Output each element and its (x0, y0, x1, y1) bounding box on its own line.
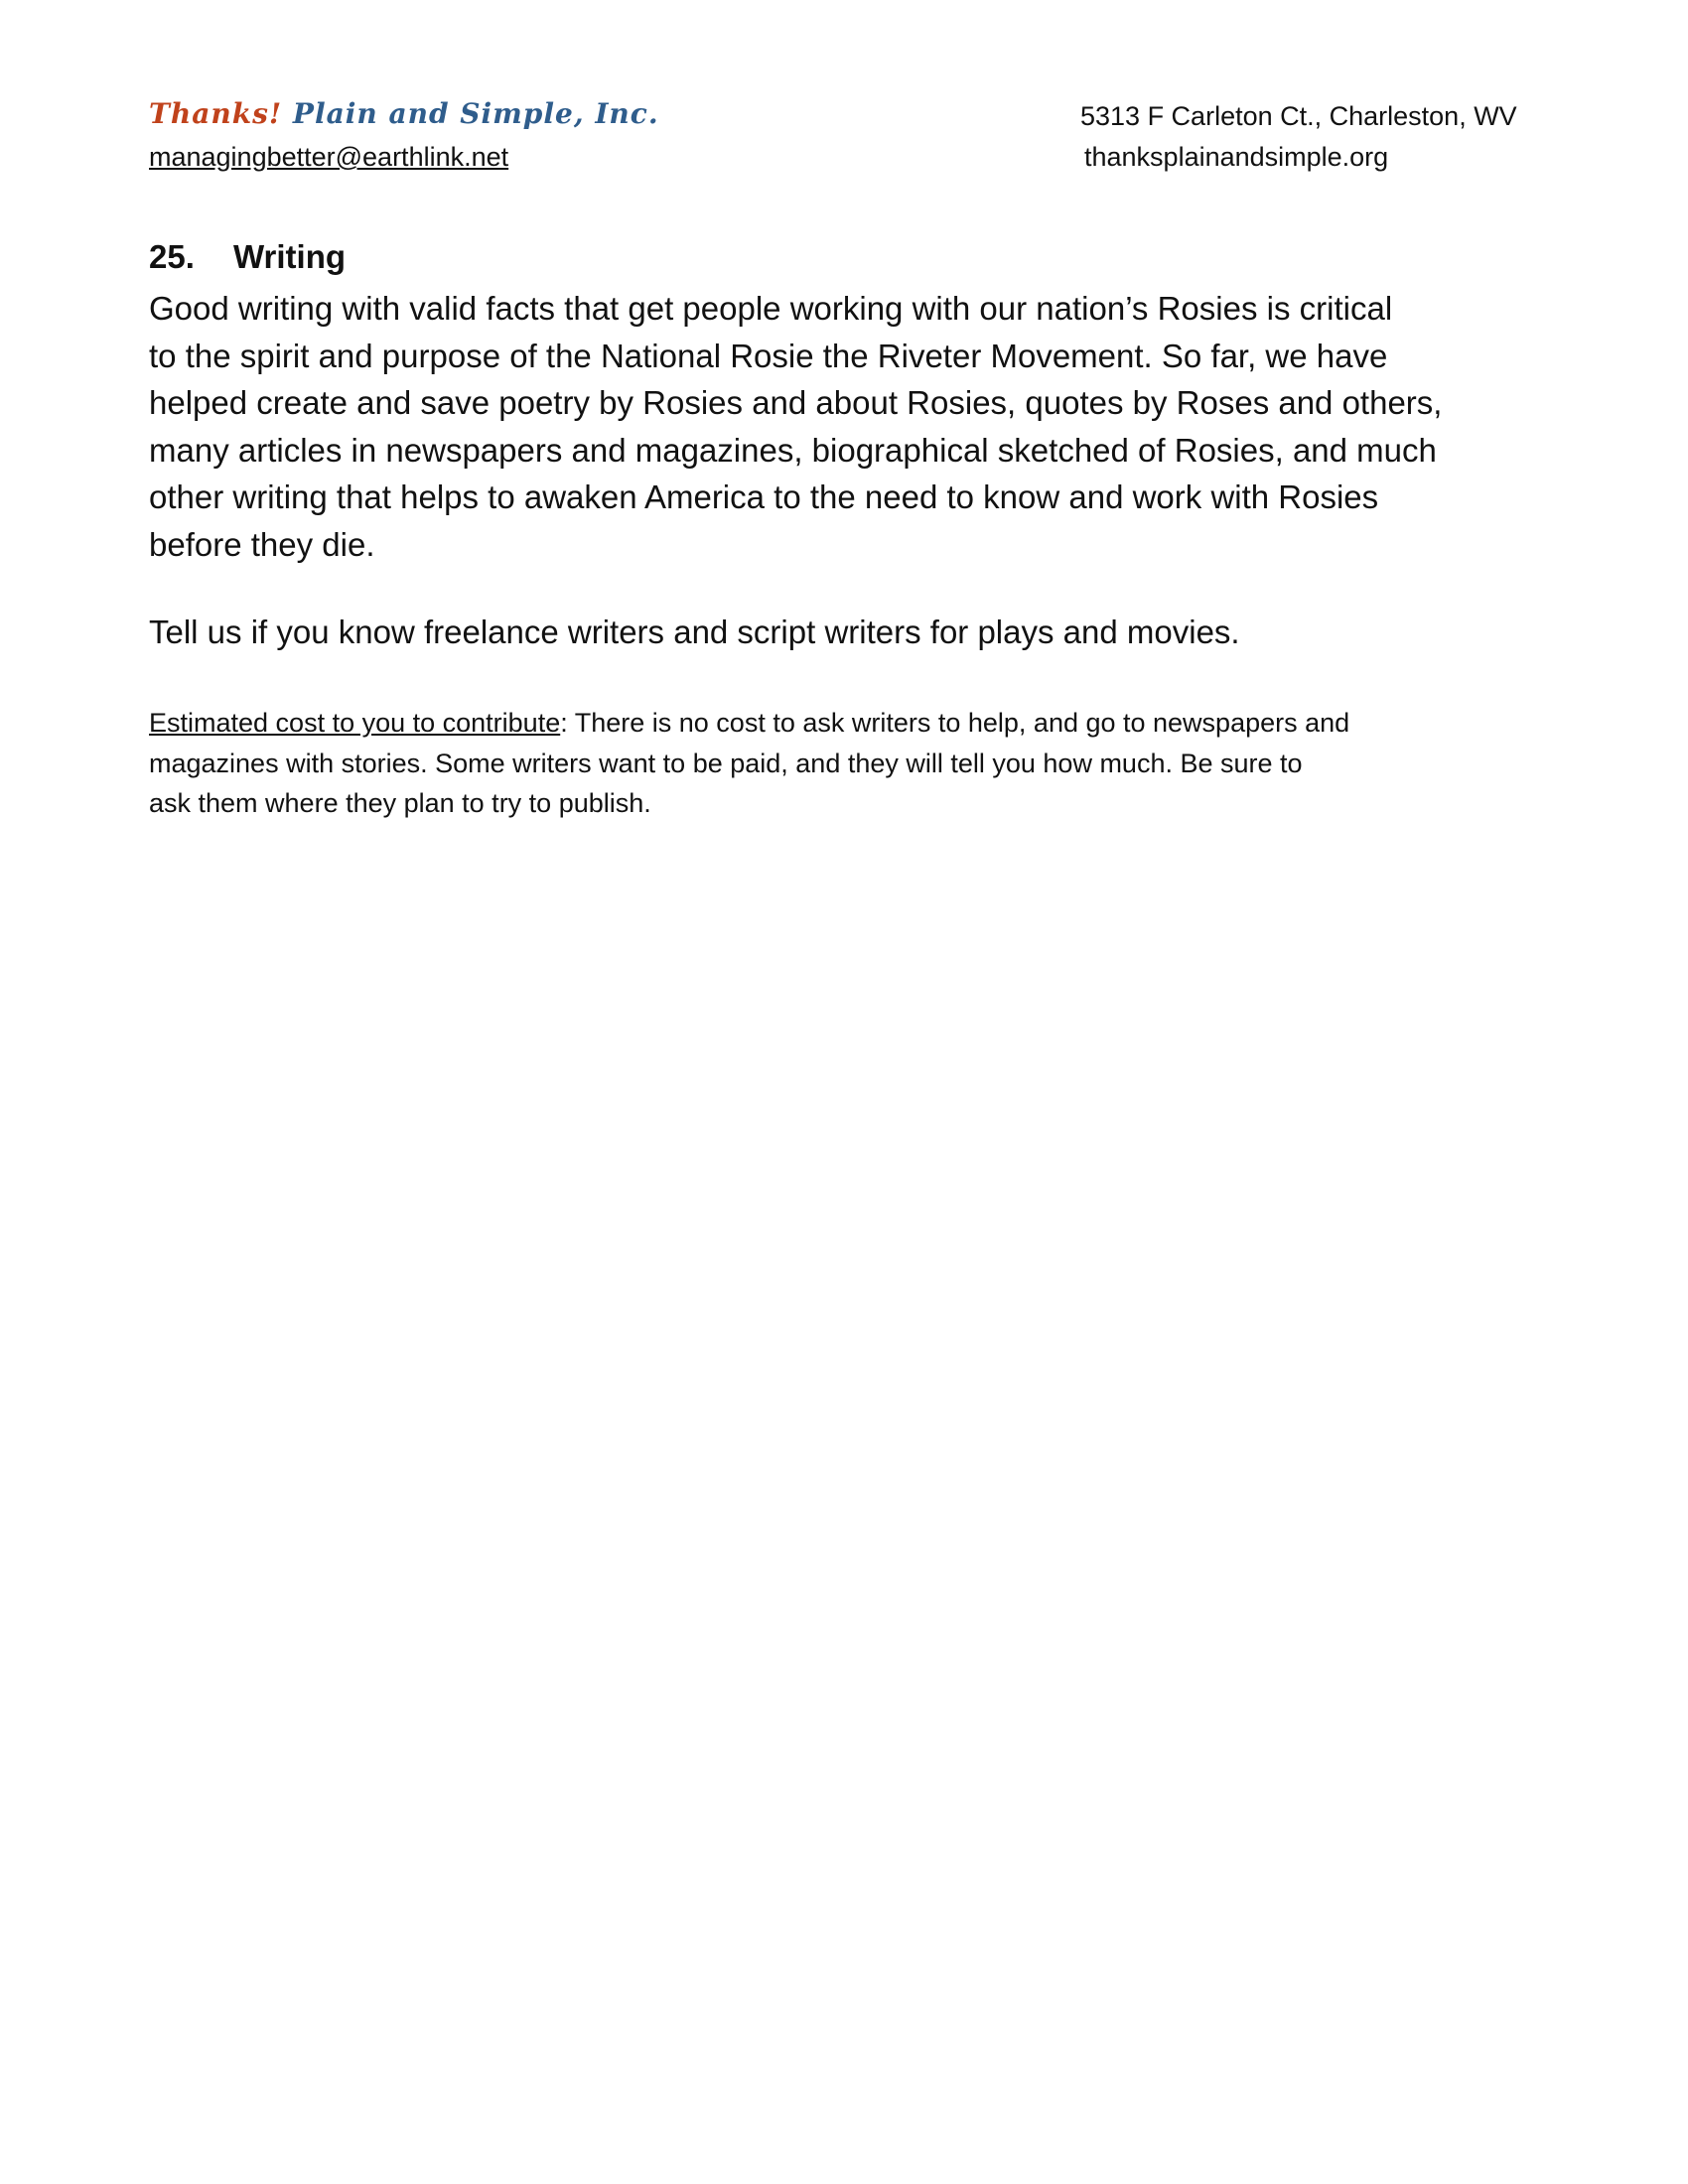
section-title: Writing (233, 238, 347, 275)
letterhead (0, 0, 1688, 189)
cost-line: ask them where they plan to try to publish. (149, 788, 651, 818)
cost-line: magazines with stories. Some writers want to be paid, and they will tell you how much. Be sure to (149, 748, 1303, 778)
body-line: before they die. (149, 525, 375, 563)
body-line: other writing that helps to awaken America to the need to know and work with Rosies (149, 478, 1379, 515)
cost-label: Estimated cost to you to contribute (149, 708, 561, 738)
cost-paragraph (149, 703, 1539, 824)
street-address: 5313 F Carleton Ct., Charleston, WV (1080, 101, 1517, 131)
request-paragraph: Tell us if you know freelance writers and script writers for plays and movies. (149, 614, 1240, 650)
cost-line (149, 703, 1539, 744)
section-number: 25. (149, 238, 195, 275)
organization-logo-name (149, 97, 659, 130)
email-link[interactable]: managingbetter@earthlink.net (149, 142, 509, 172)
section-heading (149, 238, 346, 276)
body-line: Good writing with valid facts that get people working with our nation’s Rosies is critical (149, 290, 1393, 327)
body-line: many articles in newspapers and magazines, biographical sketched of Rosies, and much (149, 431, 1437, 469)
org-name-thanks: Thanks! (149, 97, 283, 130)
body-line: helped create and save poetry by Rosies and about Rosies, quotes by Roses and others, (149, 384, 1443, 421)
org-name-rest: Plain and Simple, Inc. (282, 97, 659, 130)
cost-text: : There is no cost to ask writers to help, and go to newspapers and (560, 708, 1350, 738)
website-url: thanksplainandsimple.org (1084, 142, 1389, 172)
body-line: to the spirit and purpose of the National Rosie the Riveter Movement. So far, we have (149, 337, 1388, 374)
section-body-paragraph (149, 285, 1539, 568)
